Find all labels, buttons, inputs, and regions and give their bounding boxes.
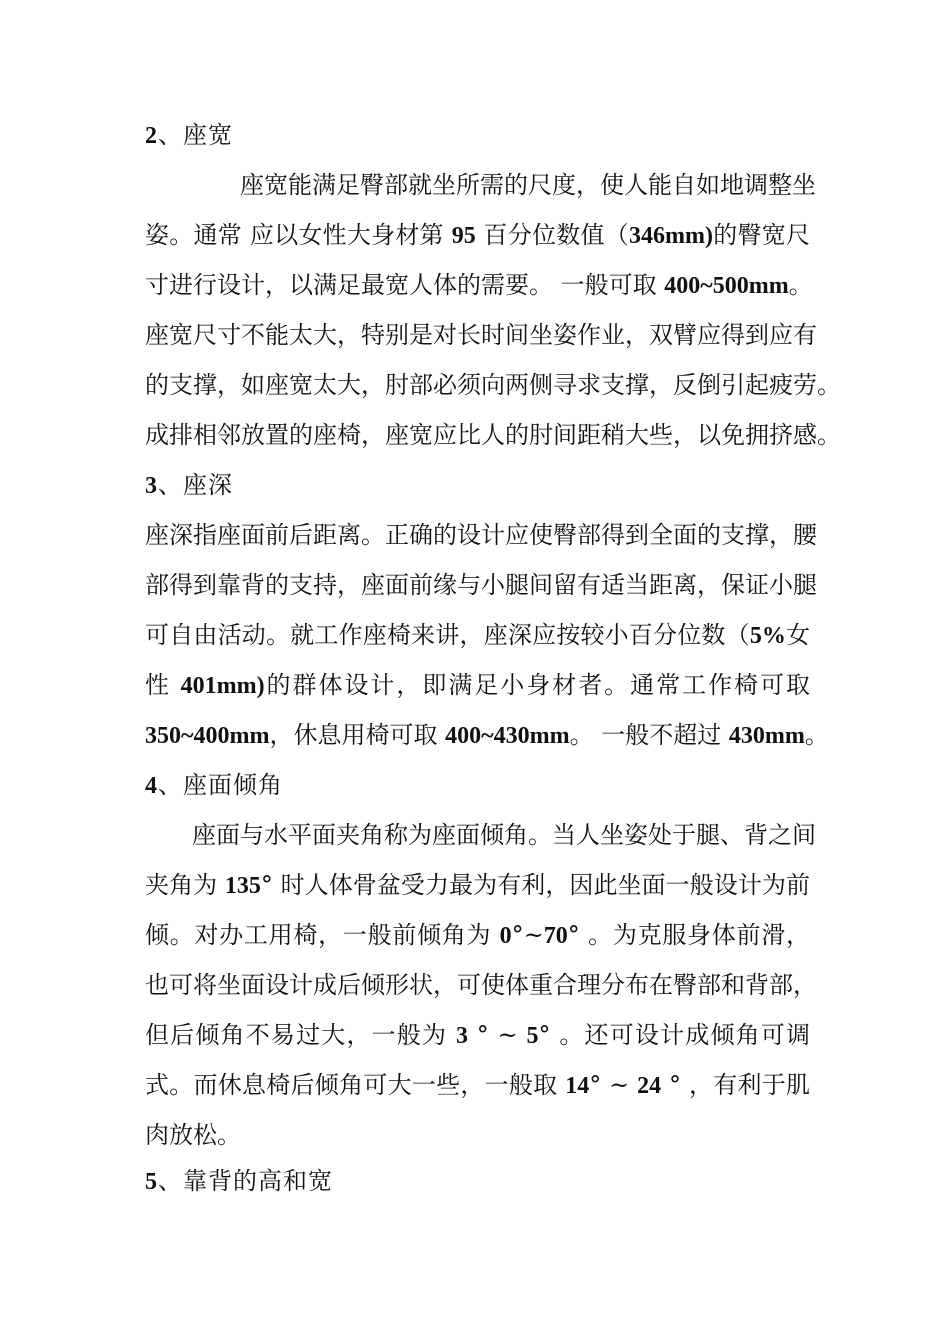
section-heading-seat-width: 2、座宽 xyxy=(145,121,233,149)
section-heading-seat-tilt: 4、座面倾角 xyxy=(145,771,283,799)
paragraph-line: 式。而休息椅后倾角可大一些，一般取 14° ~ 24 ° ，有利于肌 xyxy=(145,1071,810,1099)
paragraph-line: 但后倾角不易过大，一般为 3 ° ~ 5° 。还可设计成倾角可调 xyxy=(145,1021,810,1049)
paragraph-line: 肉放松。 xyxy=(145,1121,241,1149)
paragraph-line: 座深指座面前后距离。正确的设计应使臀部得到全面的支撑，腰 xyxy=(145,521,817,549)
paragraph-line: 的支撑，如座宽太大，肘部必须向两侧寻求支撑，反倒引起疲劳。 xyxy=(145,371,841,399)
paragraph-line: 可自由活动。就工作座椅来讲，座深应按较小百分位数（5%女 xyxy=(145,621,811,649)
paragraph-line: 姿。通常 应以女性大身材第 95 百分位数值（346mm)的臀宽尺 xyxy=(145,221,810,249)
paragraph-line: 部得到靠背的支持，座面前缘与小腿间留有适当距离，保证小腿 xyxy=(145,571,817,599)
paragraph-line: 成排相邻放置的座椅，座宽应比人的肘间距稍大些，以免拥挤感。 xyxy=(145,421,841,449)
section-heading-seat-depth: 3、座深 xyxy=(145,471,233,499)
paragraph-line: 寸进行设计，以满足最宽人体的需要。 一般可取 400~500mm。 xyxy=(145,271,813,299)
paragraph-line: 座面与水平面夹角称为座面倾角。当人坐姿处于腿、背之间 xyxy=(192,821,816,849)
paragraph-line: 倾。对办工用椅，一般前倾角为 0°~70° 。为克服身体前滑， xyxy=(145,921,810,949)
paragraph-line: 性 401mm)的群体设计，即满足小身材者。通常工作椅可取 xyxy=(145,671,810,699)
section-heading-backrest: 5、靠背的高和宽 xyxy=(145,1167,333,1195)
paragraph-line: 也可将坐面设计成后倾形状，可使体重合理分布在臀部和背部， xyxy=(145,971,817,999)
paragraph-line: 350~400mm，休息用椅可取 400~430mm。 一般不超过 430mm。 xyxy=(145,721,829,749)
paragraph-line: 座宽能满足臀部就坐所需的尺度，使人能自如地调整坐 xyxy=(240,171,816,199)
paragraph-line: 夹角为 135° 时人体骨盆受力最为有利，因此坐面一般设计为前 xyxy=(145,871,810,899)
paragraph-line: 座宽尺寸不能太大，特别是对长时间坐姿作业，双臂应得到应有 xyxy=(145,321,817,349)
